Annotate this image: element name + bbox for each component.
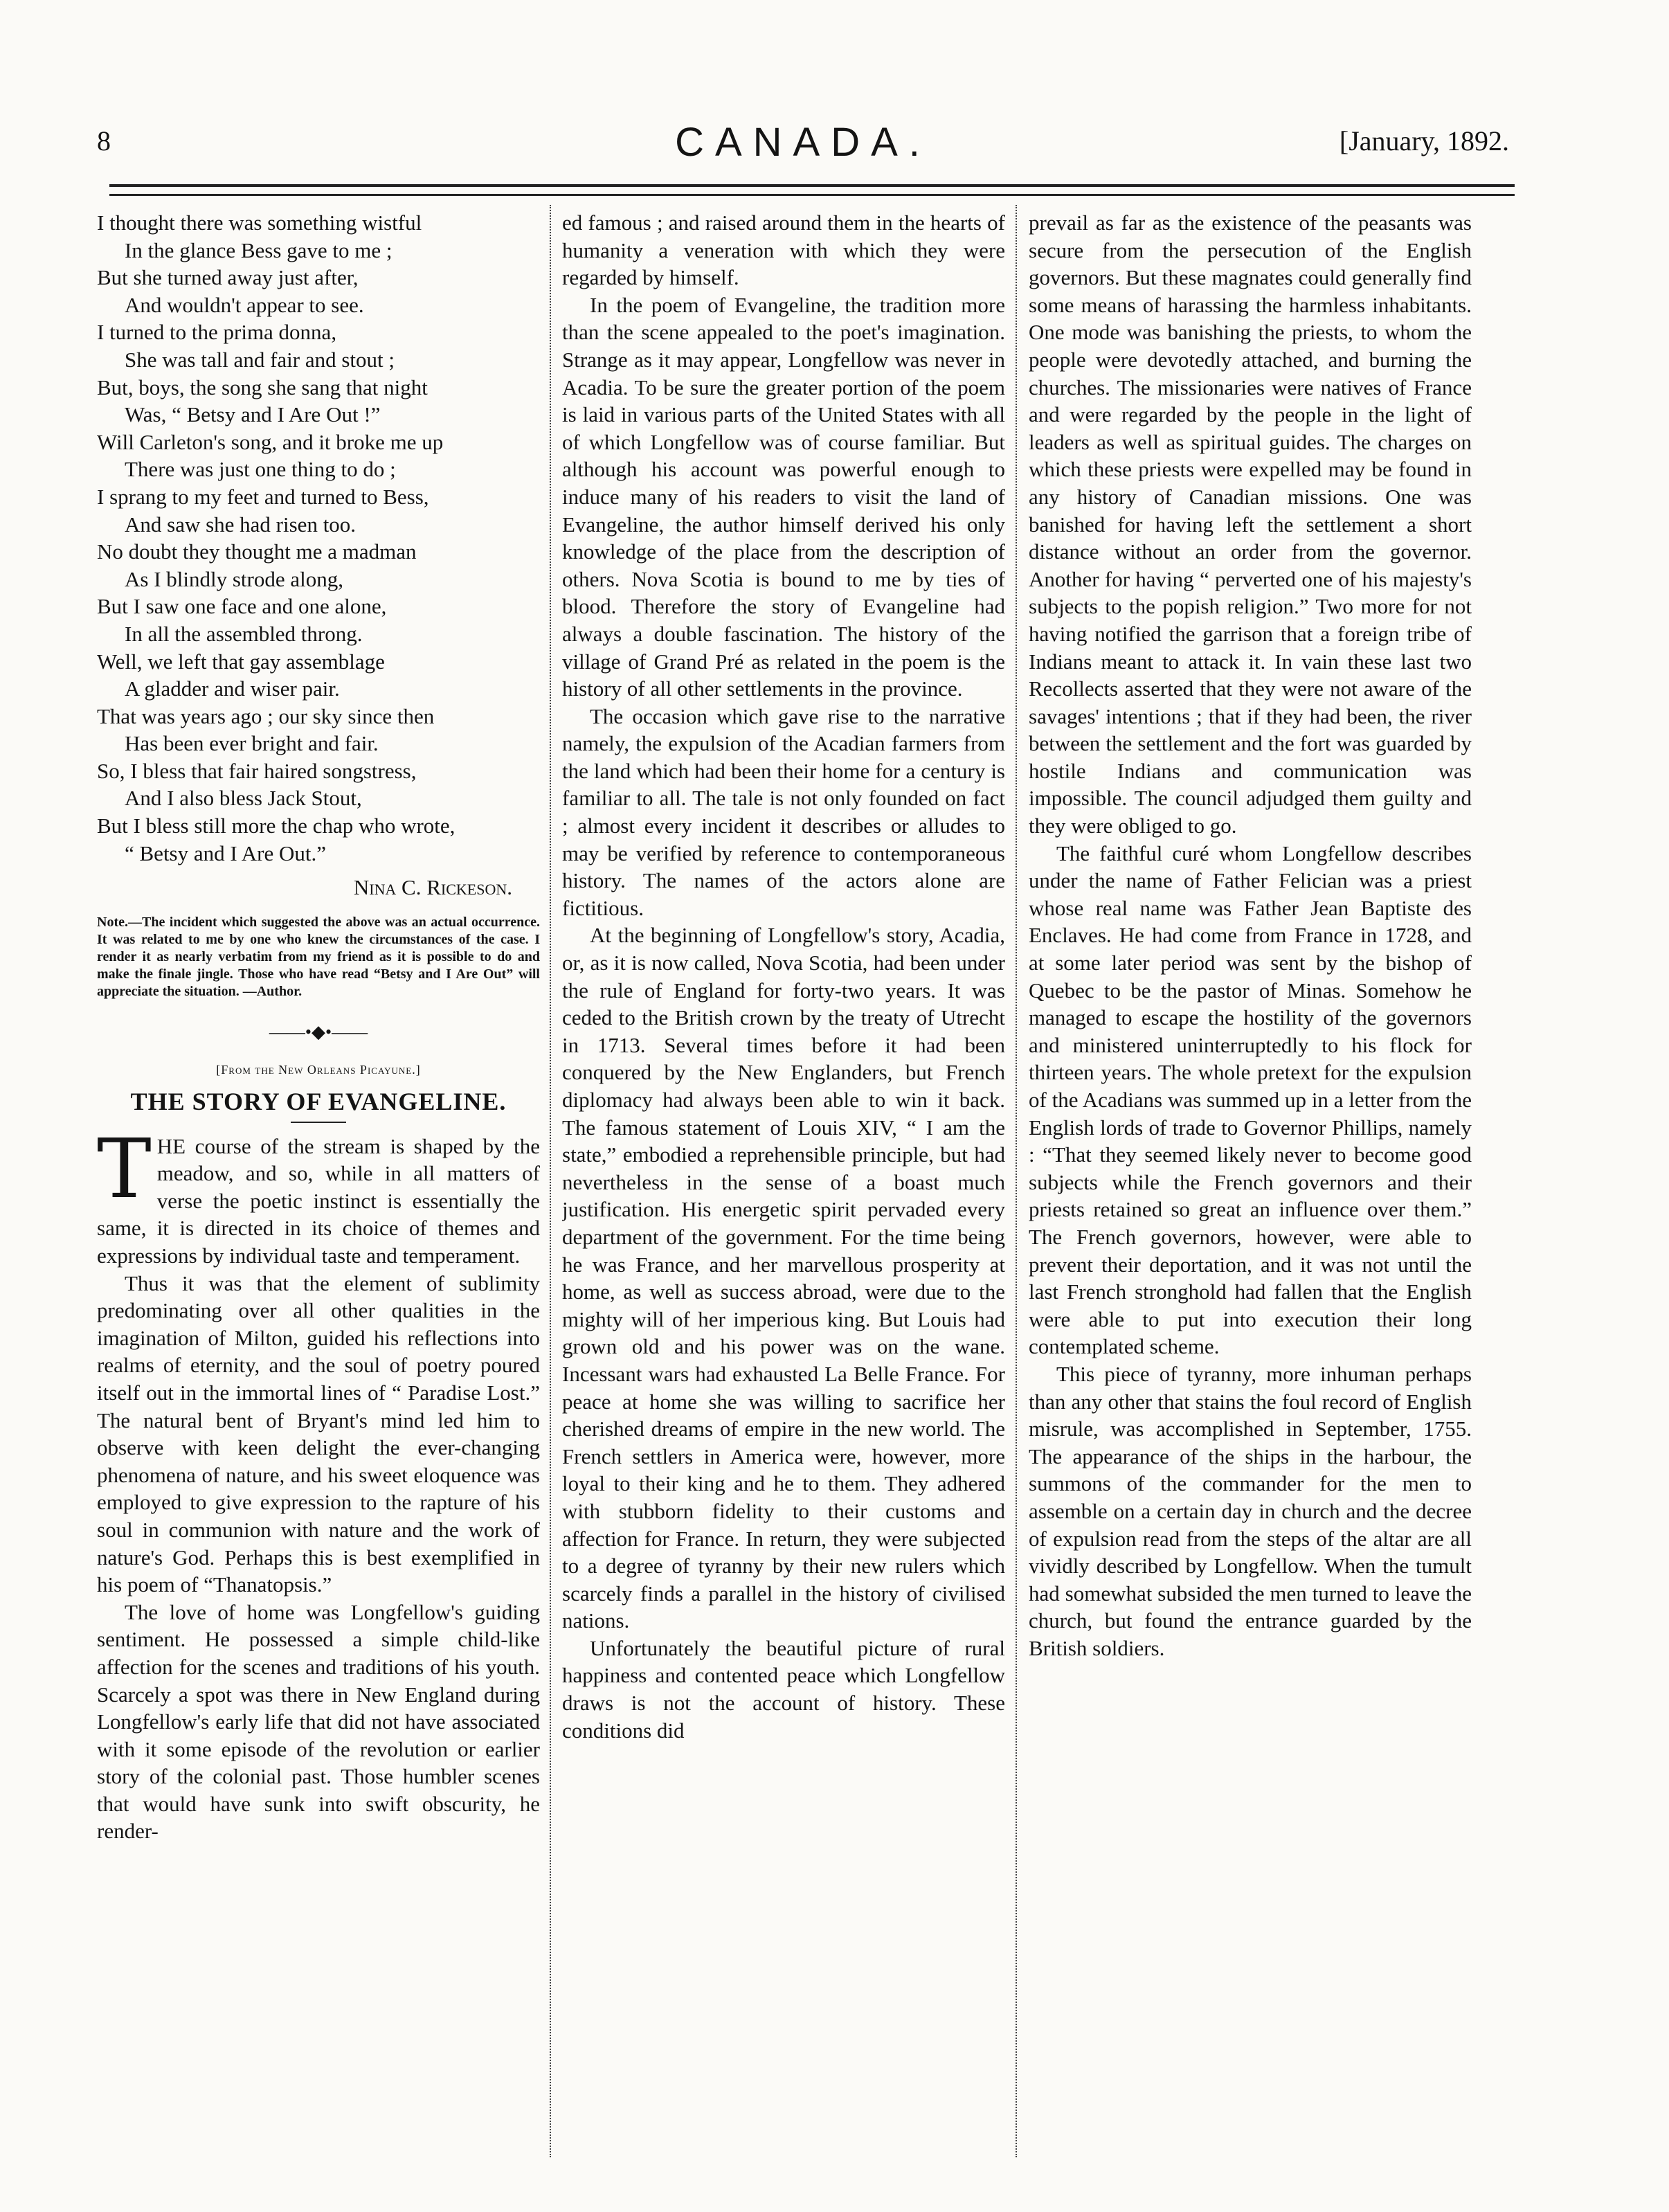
poem-signature: Nina C. Rickeson. bbox=[353, 875, 512, 900]
article-paragraph: The faithful curé whom Longfellow describes under the name of Father Felician was a priest whose real name was Father Jean Baptiste des Enclaves. He had come from France in 1728, and at some later period was sent by the bishop of Quebec to be the pastor of Minas. Somehow he managed to escape the hostility of the governors and ministered uninterruptedly to his flock for thirteen years. The whole pretext for the expulsion of the Acadians was summed up in a letter from the English lords of trade to Governor Phillips, namely : “That they seemed likely never to become good subjects while the French governors and their priests retained so great an influence over them.” The French governors, however, were able to prevent their deportation, and it was not until the last French stronghold had fallen that the English were able to put into execution their long contemplated scheme. bbox=[1029, 840, 1472, 1359]
poem-line: But she turned away just after, bbox=[97, 265, 359, 290]
header-rule-second bbox=[109, 194, 1515, 196]
poem-line: But I saw one face and one alone, bbox=[97, 594, 387, 619]
poem-line: And I also bless Jack Stout, bbox=[125, 786, 362, 811]
article-title: THE STORY OF EVANGELINE. bbox=[130, 1088, 507, 1116]
title-rule bbox=[291, 1122, 346, 1123]
poem-line: But I bless still more the chap who wrote, bbox=[97, 813, 455, 838]
masthead: CANADA. bbox=[675, 120, 931, 165]
poem-line: I turned to the prima donna, bbox=[97, 320, 337, 345]
page-header bbox=[97, 120, 1509, 173]
column-divider bbox=[550, 205, 551, 2157]
poem-line: As I blindly strode along, bbox=[125, 566, 343, 591]
article-paragraph: The love of home was Longfellow's guiding sentiment. He possessed a simple child-like affection for the scenes and traditions of his youth. Scarcely a spot was there in New England during Longfellow's early life that did not have associated with it some episode of the revolution or earlier story of the colonial past. Those humbler scenes that would have sunk into swift obscurity, he render- bbox=[97, 1599, 540, 1844]
poem-line: Will Carleton's song, and it broke me up bbox=[97, 429, 444, 454]
first-paragraph-text: HE course of the stream is shaped by the meadow, and so, while in all matters of verse the poetic instinct is essentially the same, it is directed in its choice of themes and expressions by individual taste and temperament. bbox=[97, 1133, 540, 1268]
poem-line: “ Betsy and I Are Out.” bbox=[125, 840, 326, 865]
poem-line: That was years ago ; our sky since then bbox=[97, 703, 435, 728]
poem-line: No doubt they thought me a madman bbox=[97, 539, 417, 564]
issue-date: [January, 1892. bbox=[1339, 125, 1509, 156]
poem-line: A gladder and wiser pair. bbox=[125, 676, 340, 701]
column-3 bbox=[1029, 209, 1472, 2203]
poem-line: I sprang to my feet and turned to Bess, bbox=[97, 484, 429, 509]
article-source: [From the New Orleans Picayune.] bbox=[216, 1063, 421, 1077]
article-paragraph bbox=[97, 1120, 540, 1270]
article-paragraph: At the beginning of Longfellow's story, Acadia, or, as it is now called, Nova Scotia, had been under the rule of England for forty-two years. It was ceded to the British crown by the treaty of Utrecht in 1713. Several times before it had been conquered by the New Englanders, but French diplomacy had always been able to win it back. The famous statement of Louis XIV, “ I am the state,” embodied a reprehensible principle, but had nevertheless in the sense of a boast much justification. His energetic spirit pervaded every department of the government. For the time being he was France, and her marvellous prosperity at home, as well as success abroad, were due to the mighty will of her imperious king. But Louis had grown old and his power was on the wane. Incessant wars had exhausted La Belle France. For peace at home she was willing to sacrifice her cherished dreams of empire in the new world. The French settlers in America were, however, more loyal to their king and he to them. They adhered with stubborn fidelity to their customs and affection for France. In return, they were subjected to a degree of tyranny by their new rulers which scarcely finds a parallel in the history of civilised nations. bbox=[562, 923, 1005, 1633]
poem bbox=[97, 209, 540, 867]
poem-line: Was, “ Betsy and I Are Out !” bbox=[125, 402, 381, 427]
header-rule bbox=[109, 184, 1515, 187]
article-paragraph: This piece of tyranny, more inhuman perhaps than any other that stains the foul record of English misrule, was accomplished in September, 1755. The appearance of the ships in the harbour, the summons of the commander for the men to assemble on a certain day in church and the decree of expulsion read from the steps of the altar are all vividly described by Longfellow. When the tumult had somewhat subsided the men turned to leave the church, but found the entrance guarded by the British soldiers. bbox=[1029, 1361, 1472, 1660]
poem-line: I thought there was something wistful bbox=[97, 210, 422, 235]
article-paragraph: The occasion which gave rise to the narrative namely, the expulsion of the Acadian farmers from the land which had been their home for a century is familiar to all. The tale is not only founded on fact ; almost every incident it describes or alludes to may be verified by reference to contemporaneous history. The names of the actors alone are fictitious. bbox=[562, 703, 1005, 920]
page-number: 8 bbox=[97, 125, 111, 156]
poem-line: In all the assembled throng. bbox=[125, 621, 363, 646]
article-paragraph: Thus it was that the element of sublimity predominating over all other qualities in the imagination of Milton, guided his reflections into realms of eternity, and the soul of poetry poured itself out in the immortal lines of “ Paradise Lost.” The natural bent of Bryant's mind led him to observe with keen delight the ever-changing phenomena of nature, and his sweet eloquence was employed to give expression to the rapture of his soul in communion with nature and the work of nature's God. Perhaps this is best exemplified in his poem of “Thanatopsis.” bbox=[97, 1270, 540, 1597]
poem-line: So, I bless that fair haired songstress, bbox=[97, 758, 417, 783]
poem-line: In the glance Bess gave to me ; bbox=[125, 237, 393, 262]
poem-line: There was just one thing to do ; bbox=[125, 457, 396, 482]
article-paragraph: In the poem of Evangeline, the tradition more than the scene appealed to the poet's imagination. Strange as it may appear, Longfellow was never in Acadia. To be sure the greater portion of the poem is laid in various parts of the United States with all of which Longfellow was of course familiar. But although his account was powerful enough to induce many of his readers to visit the land of Evangeline, the author himself derived his only knowledge of the place from the description of others. Nova Scotia is bound to me by ties of blood. Therefore the story of Evangeline had always a double fascination. The history of the village of Grand Pré as related in the poem is the history of all other settlements in the province. bbox=[562, 292, 1005, 701]
poem-line: And wouldn't appear to see. bbox=[125, 292, 364, 317]
article-paragraph: ed famous ; and raised around them in the hearts of humanity a veneration with which they were regarded by himself. bbox=[562, 210, 1005, 290]
column-divider bbox=[1016, 205, 1017, 2157]
drop-cap: T bbox=[97, 1120, 152, 1216]
poem-line: She was tall and fair and stout ; bbox=[125, 347, 395, 372]
column-1 bbox=[97, 209, 540, 2203]
ornament-divider: ——•◆•—— bbox=[269, 1021, 368, 1042]
poem-line: And saw she had risen too. bbox=[125, 512, 357, 537]
poem-note: Note.—The incident which suggested the above was an actual occurrence. It was related to me by one who knew the circumstances of the case. I render it as nearly verbatim from my friend as it is possible to do and make the finale jingle. Those who have read “Betsy and I Are Out” will appreciate the situation. —Author. bbox=[97, 914, 540, 999]
article-paragraph: Unfortunately the beautiful picture of rural happiness and contented peace which Longfellow draws is not the account of history. These conditions did bbox=[562, 1635, 1005, 1743]
poem-line: Has been ever bright and fair. bbox=[125, 731, 379, 756]
poem-line: Well, we left that gay assemblage bbox=[97, 649, 385, 674]
poem-line: But, boys, the song she sang that night bbox=[97, 375, 428, 399]
column-2 bbox=[562, 209, 1005, 2203]
article-paragraph: prevail as far as the existence of the peasants was secure from the persecution of the English governors. But these magnates could generally find some means of harassing the harmless inhabitants. One mode was banishing the priests, to whom the people were devotedly attached, and burning the churches. The missionaries were natives of France and were regarded by the people in the light of leaders as well as spiritual guides. The charges on which these priests were expelled may be found in any history of Canadian missions. One was banished for having left the settlement a short distance without an order from the governor. Another for having “ perverted one of his majesty's subjects to the popish religion.” Two more for not having notified the garrison that a foreign tribe of Indians meant to attack it. In vain these last two Recollects asserted that they were not aware of the savages' intentions ; that if they had been, the river between the settlement and the fort was guarded by hostile Indians and communication was impossible. The council adjudged them guilty and they were obliged to go. bbox=[1029, 210, 1472, 838]
